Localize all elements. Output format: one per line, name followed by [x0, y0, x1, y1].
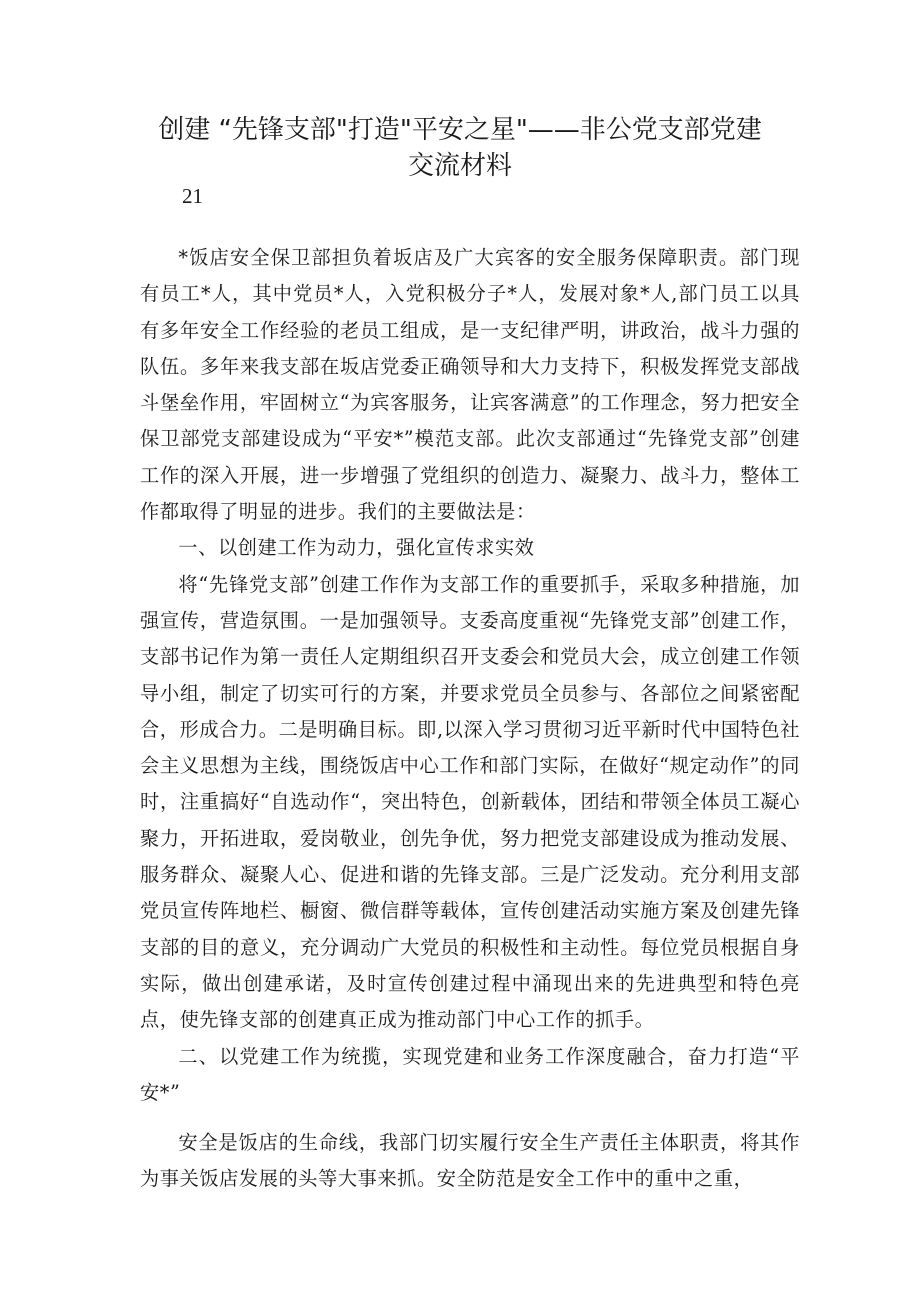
paragraph-intro: *饭店安全保卫部担负着坂店及广大宾客的安全服务保障职责。部门现有员工*人，其中党员*人，入党积极分子*人，发展对象*人,部门员工以具有多年安全工作经验的老员工组成，是一支纪律严明，讲政治，战斗力强的队伍。多年来我支部在坂店党委正确领导和大力支持下，积极发挥党支部战斗堡垒作用，牢固树立“为宾客服务，让宾客满意”的工作理念，努力把安全保卫部党支部建设成为“平安*”模范支部。此次支部通过“先锋党支部”创建工作的深入开展，进一步增强了党组织的创造力、凝聚力、战斗力，整体工作都取得了明显的进步。我们的主要做法是： — [140, 246, 800, 524]
document-title-line-2: 交流材料 — [407, 151, 512, 181]
document-title-line-1: 创建 “先锋支部"打造"平安之星"——非公党支部党建 — [158, 115, 762, 145]
section-heading-1: 一、以创建工作为动力，强化宣传求实效 — [178, 536, 535, 560]
paragraph-section-1: 将“先锋党支部”创建工作作为支部工作的重要抓手，采取多种措施，加强宣传，营造氛围。一是加强领导。支委高度重视“先锋党支部”创建工作，支部书记作为第一责任人定期组织召开支委会和党员大会，成立创建工作领导小组，制定了切实可行的方案，并要求党员全员参与、各部位之间紧密配合，形成合力。二是明确目标。即,以深入学习贯彻习近平新时代中国特色社会主义思想为主线，围绕饭店中心工作和部门实际，在做好“规定动作”的同时，注重搞好“自选动作“，突出特色，创新载体，团结和带领全体员工凝心聚力，开拓进取，爱岗敬业，创先争优，努力把党支部建设成为推动发展、服务群众、凝聚人心、促进和谐的先锋支部。三是广泛发动。充分利用支部党员宣传阵地栏、橱窗、微信群等载体，宣传创建活动实施方案及创建先锋支部的目的意义，充分调动广大党员的积极性和主动性。每位党员根据自身实际，做出创建承诺，及时宣传创建过程中涌现出来的先进典型和特色亮点，使先锋支部的创建真正成为推动部门中心工作的抓手。 — [140, 572, 800, 1032]
page-number: 21 — [182, 184, 203, 208]
document-title — [140, 112, 780, 184]
section-heading-2: 二、以党建工作为统揽，实现党建和业务工作深度融合，奋力打造“平安*” — [140, 1044, 800, 1104]
document-body — [140, 240, 800, 1198]
paragraph-section-2: 安全是饭店的生命线，我部门切实履行安全生产责任主体职责，将其作为事关饭店发展的头等大事来抓。安全防范是安全工作中的重中之重， — [140, 1131, 800, 1191]
